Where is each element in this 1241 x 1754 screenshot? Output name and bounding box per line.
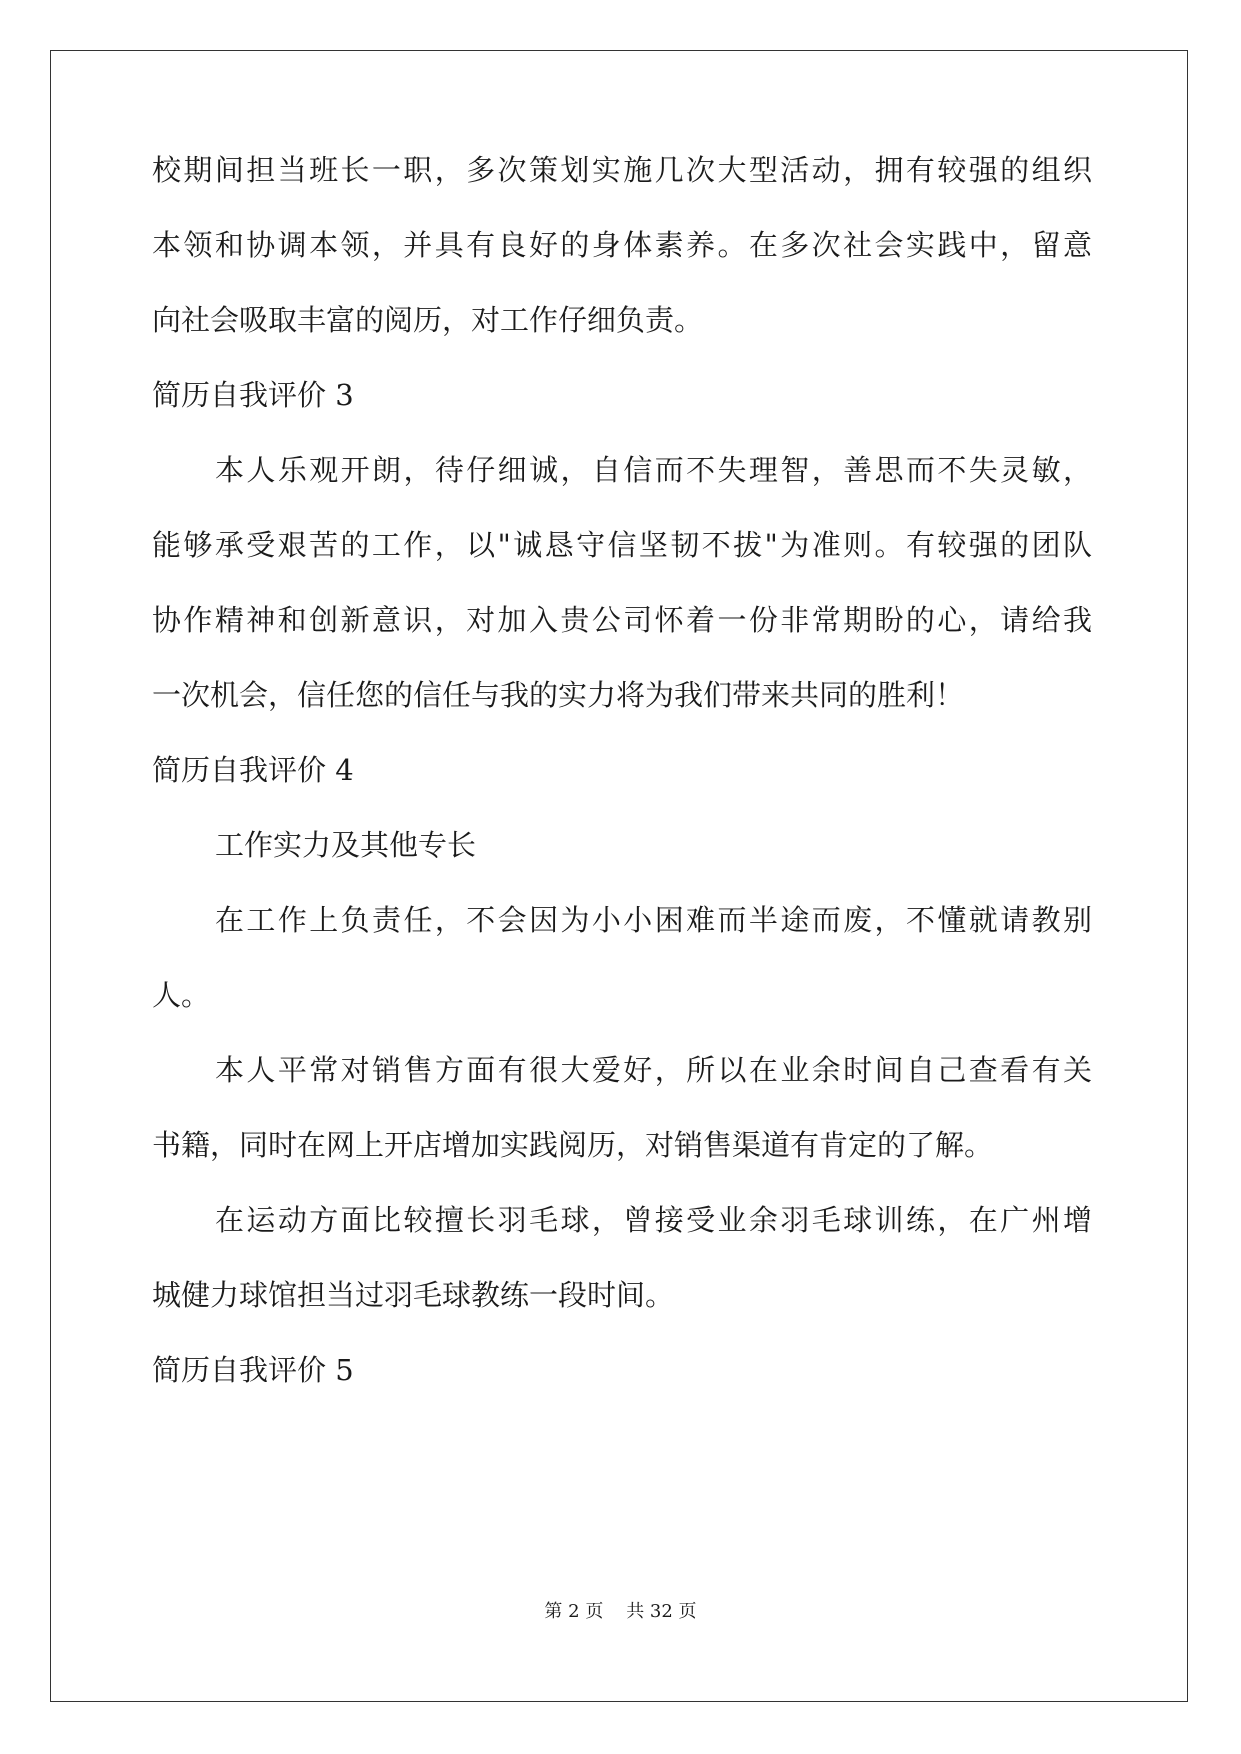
paragraph-line: 书籍，同时在网上开店增加实践阅历，对销售渠道有肯定的了解。 [152, 1128, 994, 1162]
paragraph-line: 本领和协调本领，并具有良好的身体素养。在多次社会实践中，留意 [152, 228, 1092, 262]
paragraph-line: 一次机会，信任您的信任与我的实力将为我们带来共同的胜利！ [152, 678, 965, 712]
paragraph-line: 在工作上负责任，不会因为小小困难而半途而废，不懂就请教别 [215, 903, 1092, 937]
paragraph-line: 校期间担当班长一职，多次策划实施几次大型活动，拥有较强的组织 [152, 153, 1092, 187]
subheading-line: 工作实力及其他专长 [215, 828, 477, 862]
paragraph-line: 本人乐观开朗，待仔细诚，自信而不失理智，善思而不失灵敏， [215, 453, 1092, 487]
paragraph-line: 向社会吸取丰富的阅历，对工作仔细负责。 [152, 303, 704, 337]
section-heading-4: 简历自我评价 4 [152, 753, 354, 787]
paragraph-line: 协作精神和创新意识，对加入贵公司怀着一份非常期盼的心，请给我 [152, 603, 1092, 637]
section-heading-5: 简历自我评价 5 [152, 1353, 354, 1387]
page-number-footer: 第 2 页 共 32 页 [544, 1601, 697, 1622]
page-border [50, 50, 1188, 1702]
paragraph-line: 在运动方面比较擅长羽毛球，曾接受业余羽毛球训练，在广州增 [215, 1203, 1092, 1237]
paragraph-line: 本人平常对销售方面有很大爱好，所以在业余时间自己查看有关 [215, 1053, 1092, 1087]
paragraph-line: 人。 [152, 978, 211, 1012]
paragraph-line: 城健力球馆担当过羽毛球教练一段时间。 [152, 1278, 675, 1312]
paragraph-line: 能够承受艰苦的工作，以"诚恳守信坚韧不拔"为准则。有较强的团队 [152, 528, 1092, 562]
section-heading-3: 简历自我评价 3 [152, 378, 354, 412]
